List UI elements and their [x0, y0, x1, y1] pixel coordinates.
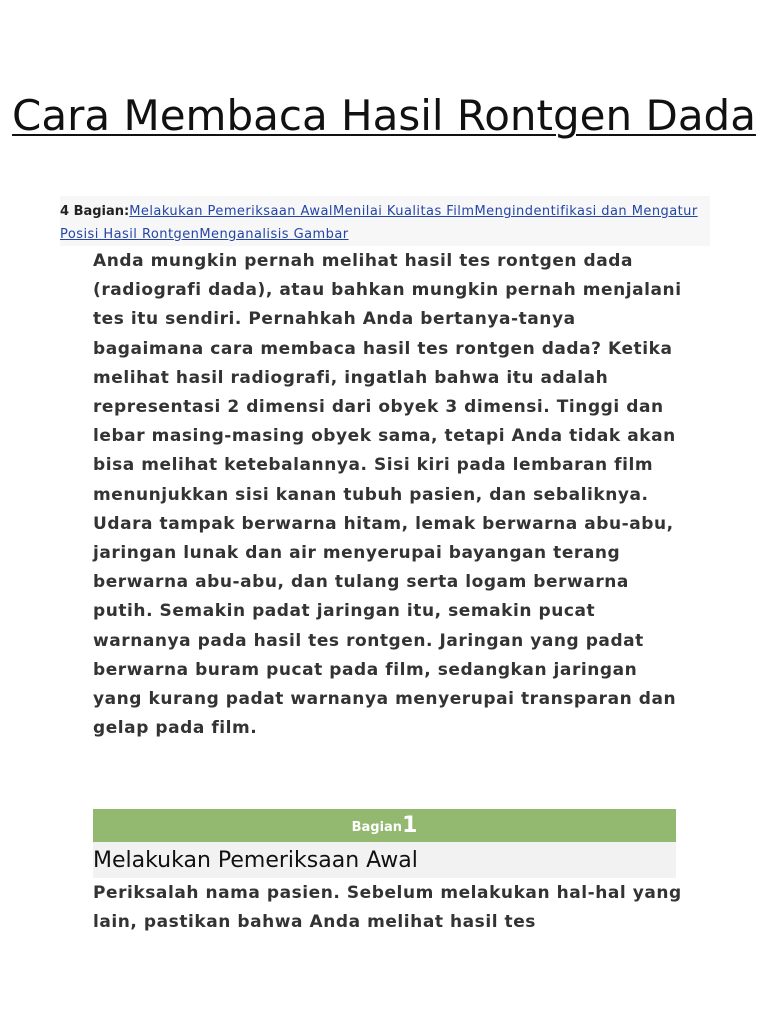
- section-paragraph: Periksalah nama pasien. Sebelum melakukan hal-hal yang lain, pastikan bahwa Anda melihat hasil tes: [93, 883, 682, 933]
- part-link-pemeriksaan-awal[interactable]: Melakukan Pemeriksaan Awal: [129, 204, 333, 219]
- parts-navigation: [60, 196, 710, 246]
- part-link-posisi-hasil[interactable]: Mengindentifikasi dan Mengatur Posisi Hasil Rontgen: [60, 204, 698, 242]
- part-link-kualitas-film[interactable]: Menilai Kualitas Film: [332, 204, 475, 219]
- intro-paragraph: Anda mungkin pernah melihat hasil tes rontgen dada (radiografi dada), atau bahkan mungkin pernah menjalani tes itu sendiri. Pernahkah Anda bertanya-tanya bagaimana cara membaca hasil tes rontgen dada? Ketika melihat hasil radiografi, ingatlah bahwa itu adalah representasi 2 dimensi dari obyek 3 dimensi. Tinggi dan lebar masing-masing obyek sama, tetapi Anda tidak akan bisa melihat ketebalannya. Sisi kiri pada lembaran film menunjukkan sisi kanan tubuh pasien, dan sebaliknya. Udara tampak berwarna hitam, lemak berwarna abu-abu, jaringan lunak dan air menyerupai bayangan terang berwarna abu-abu, dan tulang serta logam berwarna putih. Semakin padat jaringan itu, semakin pucat warnanya pada hasil tes rontgen. Jaringan yang padat berwarna buram pucat pada film, sedangkan jaringan yang kurang padat warnanya menyerupai transparan dan gelap pada film.: [93, 251, 682, 739]
- parts-lead: 4 Bagian:: [60, 204, 130, 219]
- section-heading: Melakukan Pemeriksaan Awal: [93, 842, 676, 878]
- section-bar-label: Bagian: [351, 820, 403, 835]
- article-title: Cara Membaca Hasil Rontgen Dada: [12, 91, 756, 140]
- part-link-analisis-gambar[interactable]: Menganalisis Gambar: [199, 227, 349, 242]
- section-bar-number: 1: [402, 813, 418, 838]
- section-bar: [93, 809, 676, 842]
